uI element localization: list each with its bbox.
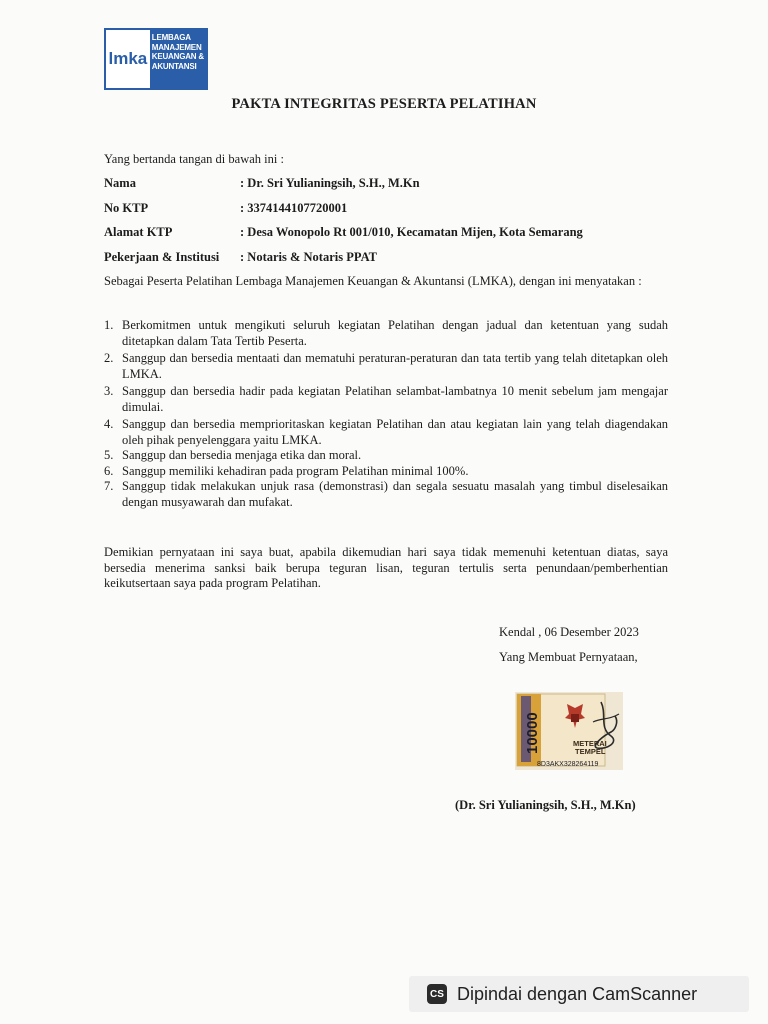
- field-label: Pekerjaan & Institusi: [104, 250, 220, 264]
- intro-text: Yang bertanda tangan di bawah ini :: [104, 152, 284, 166]
- list-item: [104, 318, 668, 349]
- logo-line: MANAJEMEN: [151, 42, 202, 52]
- place-date: Kendal , 06 Desember 2023: [499, 625, 639, 639]
- stamp-denomination: 10000: [524, 712, 541, 754]
- list-item: [104, 448, 668, 464]
- field-nama: [104, 176, 420, 191]
- logo-abbreviation: lmka: [108, 49, 148, 68]
- logo-text-block: [150, 30, 206, 88]
- list-item: [104, 384, 668, 415]
- field-value: : Dr. Sri Yulianingsih, S.H., M.Kn: [240, 176, 420, 190]
- field-pekerjaan: [104, 250, 377, 265]
- logo-line: KEUANGAN &: [151, 52, 204, 61]
- logo-line: LEMBAGA: [151, 33, 191, 42]
- field-value: : Desa Wonopolo Rt 001/010, Kecamatan Mijen, Kota Semarang: [240, 225, 583, 239]
- field-no-ktp: [104, 201, 347, 216]
- field-label: No KTP: [104, 201, 149, 215]
- item-text: Sanggup memiliki kehadiran pada program Pelatihan minimal 100%.: [122, 463, 469, 478]
- item-number: 6.: [104, 463, 114, 478]
- statement-paragraph: Sebagai Peserta Pelatihan Lembaga Manajemen Keuangan & Akuntansi (LMKA), dengan ini menyatakan :: [104, 274, 642, 288]
- camscanner-text: Dipindai dengan CamScanner: [457, 983, 698, 1004]
- signer-name: (Dr. Sri Yulianingsih, S.H., M.Kn): [455, 798, 636, 812]
- list-item: [104, 464, 668, 480]
- camscanner-icon: CS: [427, 984, 447, 1004]
- garuda-shield: [571, 714, 579, 722]
- meterai-stamp: [515, 692, 623, 770]
- stamp-label-line1: METERAI: [573, 739, 607, 748]
- field-label: Nama: [104, 176, 136, 190]
- item-text: Sanggup dan bersedia memprioritaskan kegiatan Pelatihan dan atau kegiatan lain yang telah diagendakan oleh pihak penyelenggara yaitu LMKA.: [122, 417, 668, 447]
- lmka-logo: [104, 28, 208, 90]
- document-title: PAKTA INTEGRITAS PESERTA PELATIHAN: [231, 96, 537, 112]
- item-number: 1.: [104, 318, 114, 332]
- stamp-label-line2: TEMPEL: [575, 747, 606, 756]
- maker-label: Yang Membuat Pernyataan,: [499, 650, 638, 664]
- item-number: 5.: [104, 448, 114, 462]
- list-item: [104, 351, 668, 382]
- item-text: Sanggup dan bersedia mentaati dan mematuhi peraturan-peraturan dan tata tertib yang telah ditetapkan oleh LMKA.: [122, 351, 668, 381]
- item-text: Sanggup tidak melakukan unjuk rasa (demonstrasi) dan segala sesuatu masalah yang timbul diselesaikan dengan musyawarah dan mufakat.: [122, 479, 668, 509]
- item-number: 4.: [104, 417, 114, 431]
- item-number: 3.: [104, 384, 114, 398]
- camscanner-watermark: [409, 976, 749, 1012]
- item-number: 7.: [104, 479, 114, 493]
- field-value: : Notaris & Notaris PPAT: [240, 250, 378, 264]
- logo-line: AKUNTANSI: [151, 61, 197, 71]
- item-number: 2.: [104, 351, 114, 365]
- commitment-list: [104, 318, 668, 510]
- stamp-serial: 8D3AKX328264119: [537, 761, 599, 768]
- item-text: Berkomitmen untuk mengikuti seluruh kegiatan Pelatihan dengan jadual dan ketentuan yang sudah ditetapkan dalam Tata Tertib Peserta.: [122, 318, 668, 348]
- closing-paragraph: Demikian pernyataan ini saya buat, apabila dikemudian hari saya tidak memenuhi ketentuan diatas, saya bersedia menerima sanksi baik berupa teguran lisan, teguran tertulis serta penundaan/pemberhentian keikutsertaan saya pada program Pelatihan.: [104, 545, 668, 590]
- item-text: Sanggup dan bersedia hadir pada kegiatan Pelatihan selambat-lambatnya 10 menit sebelum jam mengajar dimulai.: [122, 384, 668, 414]
- list-item: [104, 417, 668, 448]
- field-alamat-ktp: [104, 225, 583, 240]
- item-text: Sanggup dan bersedia menjaga etika dan moral.: [122, 448, 362, 462]
- field-value: : 3374144107720001: [240, 201, 348, 215]
- list-item: [104, 479, 668, 510]
- field-label: Alamat KTP: [104, 225, 173, 239]
